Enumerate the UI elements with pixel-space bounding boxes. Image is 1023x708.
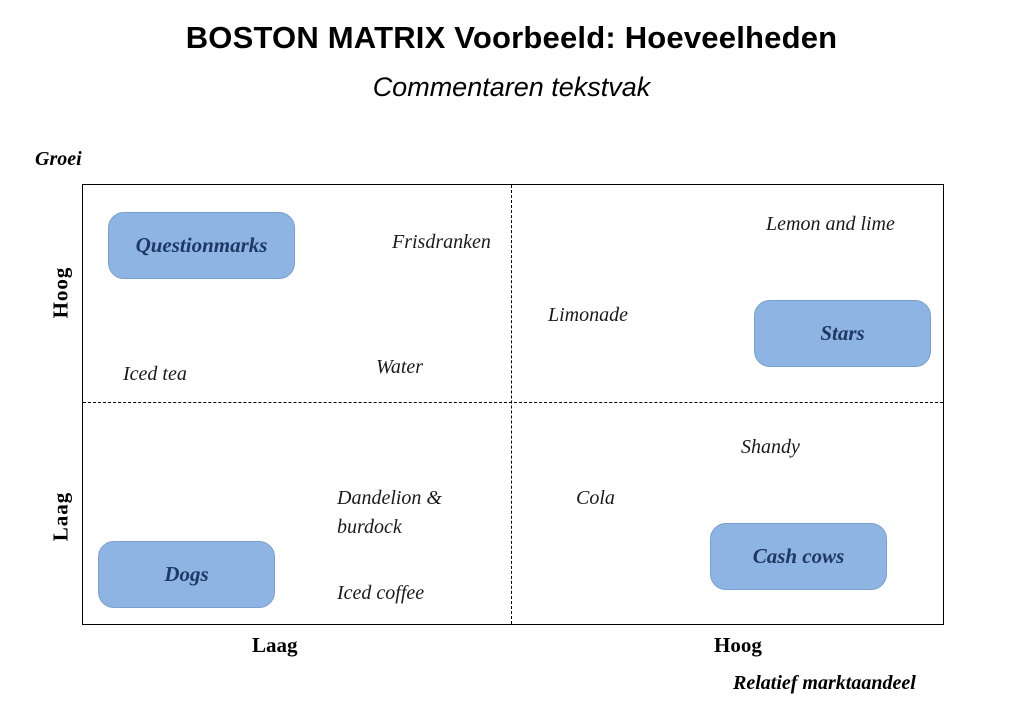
horizontal-divider xyxy=(83,402,943,403)
y-axis-title: Groei xyxy=(35,148,82,170)
category-cash-cows: Cash cows xyxy=(710,523,887,590)
product-lemon-and-lime: Lemon and lime xyxy=(766,213,895,235)
page-subtitle: Commentaren tekstvak xyxy=(372,72,651,102)
product-water: Water xyxy=(376,356,424,378)
category-dogs: Dogs xyxy=(98,541,275,608)
category-stars: Stars xyxy=(754,300,931,367)
product-cola: Cola xyxy=(576,487,615,509)
product-limonade: Limonade xyxy=(548,304,628,326)
product-shandy: Shandy xyxy=(741,436,800,458)
vertical-divider xyxy=(511,185,512,624)
product-frisdranken: Frisdranken xyxy=(392,231,491,253)
x-axis-label-high: Hoog xyxy=(714,633,762,657)
product-dandelion-burdock: Dandelion & burdock xyxy=(337,487,442,538)
product-iced-coffee: Iced coffee xyxy=(337,582,425,604)
product-iced-tea: Iced tea xyxy=(123,363,187,385)
category-questionmarks: Questionmarks xyxy=(108,212,295,279)
page-title: BOSTON MATRIX Voorbeeld: Hoeveelheden xyxy=(185,20,838,55)
y-axis-label-high: Hoog xyxy=(48,266,73,319)
x-axis-title: Relatief marktaandeel xyxy=(733,672,916,694)
y-axis-label-low: Laag xyxy=(48,491,73,542)
x-axis-label-low: Laag xyxy=(252,633,298,657)
